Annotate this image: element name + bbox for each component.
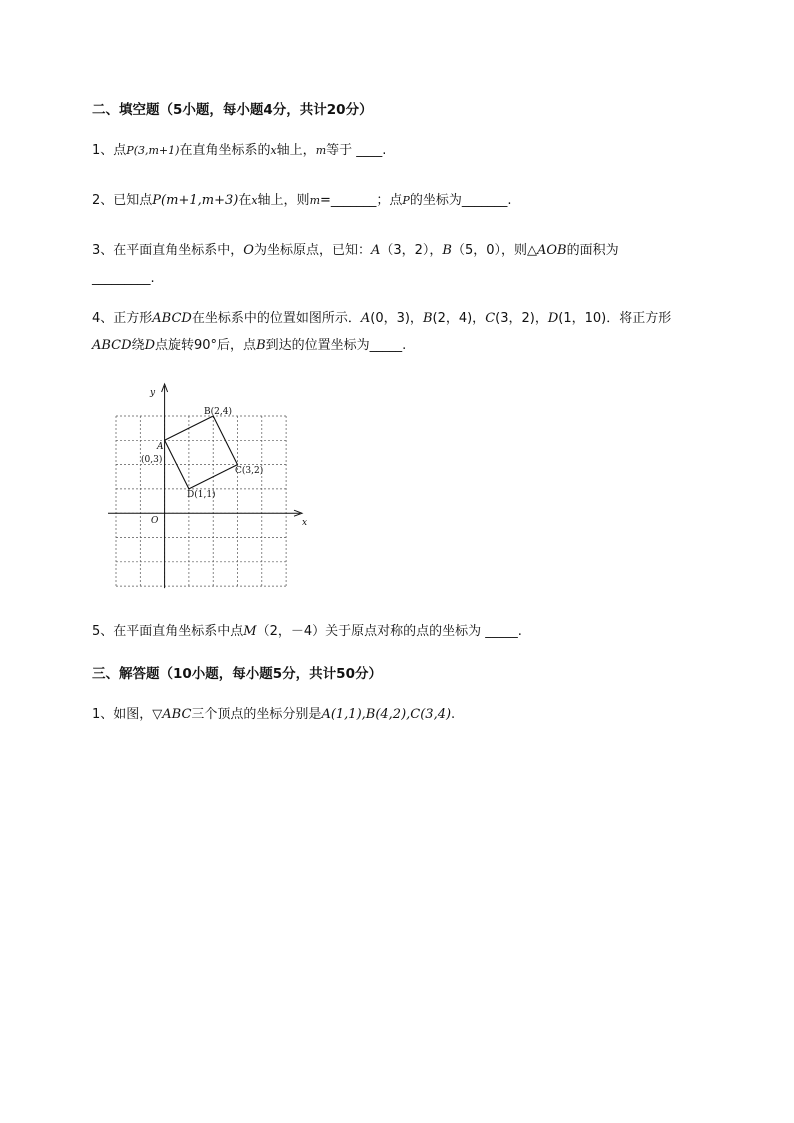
variable-m: m — [309, 194, 320, 207]
label-a: A — [157, 442, 164, 452]
question-text: 为坐标原点，已知： — [253, 243, 371, 258]
axis-variable: x — [251, 194, 258, 207]
question-number: 2、 — [92, 193, 114, 208]
point-d: D — [547, 311, 559, 326]
square-abcd-shape — [165, 416, 238, 489]
question-text: (1，10)．将正方形 — [558, 311, 672, 326]
question-text: (0，3)， — [370, 311, 423, 326]
label-d: D(1,1) — [187, 490, 216, 500]
point-a: A — [370, 243, 381, 258]
question-3-1 — [92, 706, 455, 724]
question-text: (3，2)， — [495, 311, 548, 326]
question-2-4-line2 — [92, 337, 406, 355]
question-text: (2，4)， — [432, 311, 486, 326]
origin-o: O — [243, 243, 254, 258]
question-2-1 — [92, 142, 386, 160]
question-text: 等于 ____. — [326, 143, 387, 158]
point-b: B — [256, 338, 266, 353]
point-d: D — [144, 338, 156, 353]
question-text: 轴上， — [276, 143, 316, 158]
y-axis-label: y — [150, 388, 156, 398]
question-text: 绕 — [131, 338, 145, 353]
variable-m: m — [315, 144, 327, 157]
question-text: 已知点 — [113, 193, 153, 208]
point-m: M — [243, 624, 257, 639]
section-3-title: 三、解答题（10小题，每小题5分，共计50分） — [92, 666, 382, 682]
question-text: 5、在平面直角坐标系中点 — [92, 624, 244, 639]
question-text: 点 — [113, 143, 127, 158]
point-b: B — [422, 311, 433, 326]
square-abcd: ABCD — [92, 338, 132, 353]
axis-variable: x — [270, 144, 277, 157]
question-text: 的面积为 — [566, 243, 619, 258]
point-b: B — [442, 243, 452, 258]
x-axis-label: x — [302, 518, 308, 528]
question-text: （2，－4）关于原点对称的点的坐标为 _____. — [256, 624, 522, 639]
triangle-aob: AOB — [537, 243, 567, 258]
point-expression: P(3,m+1) — [126, 144, 180, 157]
triangle-abc: ▽ABC — [152, 707, 192, 722]
vertex-coordinates: A(1,1),B(4,2),C(3,4) — [321, 707, 452, 722]
question-text: 在直角坐标系的 — [179, 143, 271, 158]
question-2-4 — [92, 310, 671, 328]
origin-label: O — [151, 516, 159, 526]
question-2-3 — [92, 242, 619, 260]
question-text: 到达的位置坐标为_____. — [265, 338, 407, 353]
square-abcd: ABCD — [152, 311, 192, 326]
label-a-coord: (0,3) — [141, 455, 163, 465]
question-2-5 — [92, 623, 522, 641]
question-text: （3，2）， — [380, 243, 443, 258]
question-text: . — [451, 707, 456, 722]
question-text: 三个顶点的坐标分别是 — [191, 707, 322, 722]
label-c: C(3,2) — [235, 466, 264, 476]
variable-p: P — [402, 194, 410, 207]
question-text: 3、在平面直角坐标系中， — [92, 243, 244, 258]
question-text: 在坐标系中的位置如图所示． — [191, 311, 361, 326]
question-text: 轴上，则 — [257, 193, 310, 208]
question-text: 1、如图， — [92, 707, 153, 722]
question-text: 点旋转90°后，点 — [155, 338, 257, 353]
point-a: A — [360, 311, 371, 326]
point-expression: P(m+1,m+3) — [152, 193, 239, 208]
figure-labels — [141, 388, 307, 528]
label-b: B(2,4) — [204, 407, 232, 417]
question-2-2 — [92, 192, 511, 210]
question-text: 的坐标为_______. — [409, 193, 512, 208]
point-c: C — [485, 311, 496, 326]
question-text: =_______；点 — [320, 193, 403, 208]
question-number: 1、 — [92, 143, 114, 158]
answer-blank: _________. — [92, 271, 155, 286]
question-text: 在 — [238, 193, 252, 208]
coordinate-figure — [100, 378, 320, 590]
question-text: （5，0），则△ — [451, 243, 538, 258]
dashed-grid — [116, 416, 286, 586]
section-2-title: 二、填空题（5小题，每小题4分，共计20分） — [92, 102, 373, 118]
question-text: 4、正方形 — [92, 311, 153, 326]
